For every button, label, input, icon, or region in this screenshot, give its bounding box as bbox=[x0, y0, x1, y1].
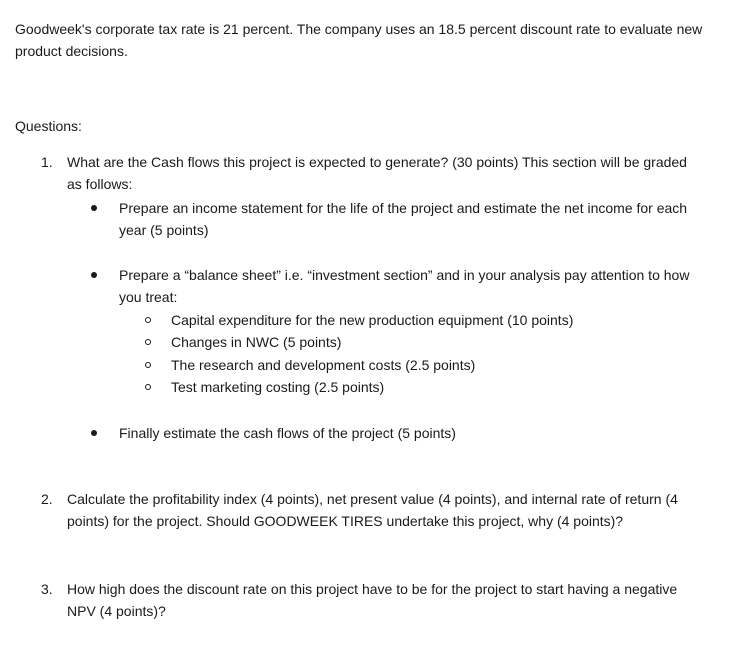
bullet-text: Finally estimate the cash flows of the project (5 points) bbox=[119, 425, 456, 441]
hollow-bullet-icon bbox=[145, 317, 151, 323]
sub-bullet-item bbox=[145, 309, 685, 331]
sub-bullet-text: The research and development costs (2.5 points) bbox=[171, 357, 476, 373]
hollow-bullet-icon bbox=[145, 362, 151, 368]
bullet-text: Prepare an income statement for the life of the project and estimate the net income for each year (5 points) bbox=[119, 200, 688, 238]
bullet-text: Prepare a “balance sheet” i.e. “investment section” and in your analysis pay attention to how you treat: bbox=[119, 267, 690, 305]
question-2-number: 2. bbox=[41, 491, 53, 507]
sub-bullet-item bbox=[145, 376, 685, 398]
question-1 bbox=[41, 151, 691, 195]
question-3-number: 3. bbox=[41, 581, 53, 597]
bullet-icon bbox=[91, 205, 97, 211]
question-2 bbox=[41, 488, 691, 532]
bullet-item bbox=[91, 197, 701, 241]
question-1-text: What are the Cash flows this project is expected to generate? (30 points) This section will be graded as follows: bbox=[67, 154, 687, 192]
bullet-icon bbox=[91, 430, 97, 436]
sub-bullet-item bbox=[145, 331, 685, 353]
intro-paragraph: Goodweek's corporate tax rate is 21 percent. The company uses an 18.5 percent discount rate to evaluate new product decisions. bbox=[15, 21, 703, 59]
question-3 bbox=[41, 578, 691, 622]
bullet-icon bbox=[91, 272, 97, 278]
question-2-text: Calculate the profitability index (4 points), net present value (4 points), and internal rate of return (4 points) for the project. Should GOODWEEK TIRES undertake this project, why (4 points)? bbox=[67, 491, 678, 529]
hollow-bullet-icon bbox=[145, 384, 151, 390]
sub-bullet-text: Changes in NWC (5 points) bbox=[171, 334, 342, 350]
question-3-text: How high does the discount rate on this project have to be for the project to start having a negative NPV (4 points)? bbox=[67, 581, 678, 619]
sub-bullet-item bbox=[145, 354, 685, 376]
bullet-item bbox=[91, 422, 701, 444]
question-1-number: 1. bbox=[41, 154, 53, 170]
questions-heading: Questions: bbox=[15, 118, 82, 134]
sub-bullet-text: Capital expenditure for the new production equipment (10 points) bbox=[171, 312, 574, 328]
sub-bullet-text: Test marketing costing (2.5 points) bbox=[171, 379, 385, 395]
hollow-bullet-icon bbox=[145, 339, 151, 345]
bullet-item bbox=[91, 264, 701, 308]
